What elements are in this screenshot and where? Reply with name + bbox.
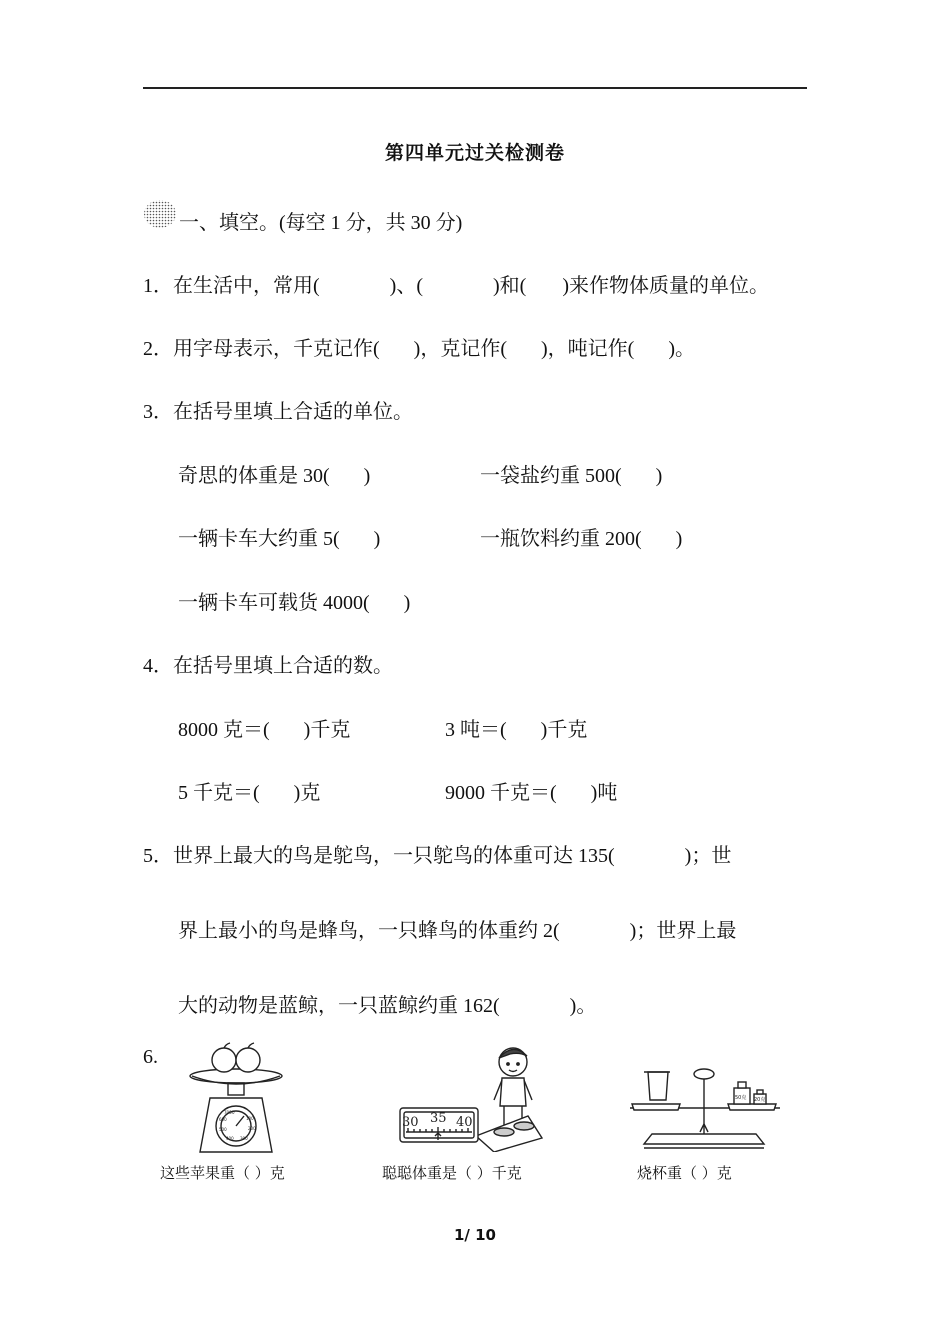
q3-item bbox=[178, 462, 370, 490]
question-3 bbox=[143, 398, 413, 426]
dial-label: 35 bbox=[430, 1111, 447, 1126]
svg-text:100: 100 bbox=[246, 1116, 254, 1121]
q4-item-text: 3 吨＝( bbox=[445, 719, 507, 741]
q3-item-text: 一瓶饮料约重 200( bbox=[480, 528, 642, 550]
question-prompt: 在括号里填上合适的数。 bbox=[173, 655, 393, 677]
question-4 bbox=[143, 652, 393, 680]
q3-item bbox=[480, 525, 682, 553]
q4-item-text: 9000 千克＝( bbox=[445, 782, 557, 804]
q4-item-text: )千克 bbox=[540, 719, 588, 741]
q5-text: 世界上最大的鸟是鸵鸟，一只鸵鸟的体重可达 135( bbox=[173, 845, 615, 867]
question-number: 3． bbox=[143, 401, 173, 423]
q3-item bbox=[178, 525, 380, 553]
figure-caption-apples: 这些苹果重（ ）克 bbox=[160, 1164, 285, 1182]
question-number: 2． bbox=[143, 338, 173, 360]
q5-text: )；世界上最 bbox=[629, 920, 737, 942]
q5-text: )；世 bbox=[684, 845, 732, 867]
balance-beaker-figure bbox=[630, 1040, 780, 1155]
question-prompt: 在括号里填上合适的单位。 bbox=[173, 401, 413, 423]
q5-line bbox=[178, 992, 596, 1020]
section-label: 一、填空。(每空 1 分，共 30 分) bbox=[179, 212, 463, 234]
close-paren: ) bbox=[675, 528, 683, 550]
figure-caption-beaker: 烧杯重（ ）克 bbox=[637, 1164, 732, 1182]
q4-item bbox=[445, 716, 587, 744]
q3-item-text: 一袋盐约重 500( bbox=[480, 465, 622, 487]
q4-item bbox=[178, 716, 350, 744]
question-number: 1． bbox=[143, 275, 173, 297]
q3-item-text: 一辆卡车大约重 5( bbox=[178, 528, 340, 550]
q1-text: 在生活中，常用( bbox=[173, 275, 320, 297]
q4-item bbox=[178, 779, 320, 807]
q5-line bbox=[178, 917, 736, 945]
dotted-circle-icon bbox=[143, 198, 183, 232]
svg-text:700: 700 bbox=[224, 1110, 232, 1115]
q1-text: )和( bbox=[493, 275, 527, 297]
page-title: 第四单元过关检测卷 bbox=[384, 142, 565, 164]
q1-text: )、( bbox=[389, 275, 423, 297]
question-1 bbox=[143, 272, 769, 300]
weight-label: 20克 bbox=[754, 1097, 766, 1103]
question-6-number: 6. bbox=[143, 1046, 158, 1068]
dial-label: 30 bbox=[402, 1115, 419, 1130]
q4-item-text: 8000 克＝( bbox=[178, 719, 270, 741]
q2-text: )。 bbox=[668, 338, 695, 360]
kitchen-scale-apples-figure bbox=[188, 1040, 288, 1158]
q3-item bbox=[480, 462, 662, 490]
svg-text:400: 400 bbox=[226, 1136, 234, 1141]
page-number: 1/ 10 bbox=[453, 1226, 496, 1244]
q2-text: )，克记作( bbox=[413, 338, 507, 360]
q3-item bbox=[178, 589, 410, 617]
svg-text:500: 500 bbox=[219, 1127, 227, 1132]
question-2 bbox=[143, 335, 695, 363]
q4-item-text: )克 bbox=[293, 782, 321, 804]
q4-item-text: )千克 bbox=[303, 719, 351, 741]
close-paren: ) bbox=[403, 592, 411, 614]
q3-item-text: 奇思的体重是 30( bbox=[178, 465, 330, 487]
boy-on-scale-figure bbox=[398, 1040, 548, 1152]
svg-text:600: 600 bbox=[219, 1117, 227, 1122]
q2-text: )，吨记作( bbox=[541, 338, 635, 360]
q1-text: )来作物体质量的单位。 bbox=[562, 275, 769, 297]
close-paren: ) bbox=[373, 528, 381, 550]
figure-caption-boy: 聪聪体重是（ ）千克 bbox=[382, 1164, 522, 1182]
close-paren: ) bbox=[655, 465, 663, 487]
svg-text:300: 300 bbox=[240, 1136, 248, 1141]
q5-text: 界上最小的鸟是蜂鸟，一只蜂鸟的体重约 2( bbox=[178, 920, 560, 942]
q2-text: 用字母表示，千克记作( bbox=[173, 338, 380, 360]
q4-item-text: )吨 bbox=[590, 782, 618, 804]
q5-text: 大的动物是蓝鲸，一只蓝鲸约重 162( bbox=[178, 995, 500, 1017]
svg-text:200: 200 bbox=[248, 1126, 256, 1131]
question-5 bbox=[143, 842, 731, 870]
dial-label: 40 bbox=[456, 1115, 473, 1130]
question-number: 5． bbox=[143, 845, 173, 867]
q4-item-text: 5 千克＝( bbox=[178, 782, 260, 804]
weight-label: 50克 bbox=[735, 1095, 747, 1101]
q5-text: )。 bbox=[569, 995, 597, 1017]
question-number: 4． bbox=[143, 655, 173, 677]
header-rule bbox=[143, 87, 807, 89]
svg-text:0: 0 bbox=[232, 1110, 235, 1115]
q3-item-text: 一辆卡车可载货 4000( bbox=[178, 592, 370, 614]
close-paren: ) bbox=[363, 465, 371, 487]
q4-item bbox=[445, 779, 617, 807]
